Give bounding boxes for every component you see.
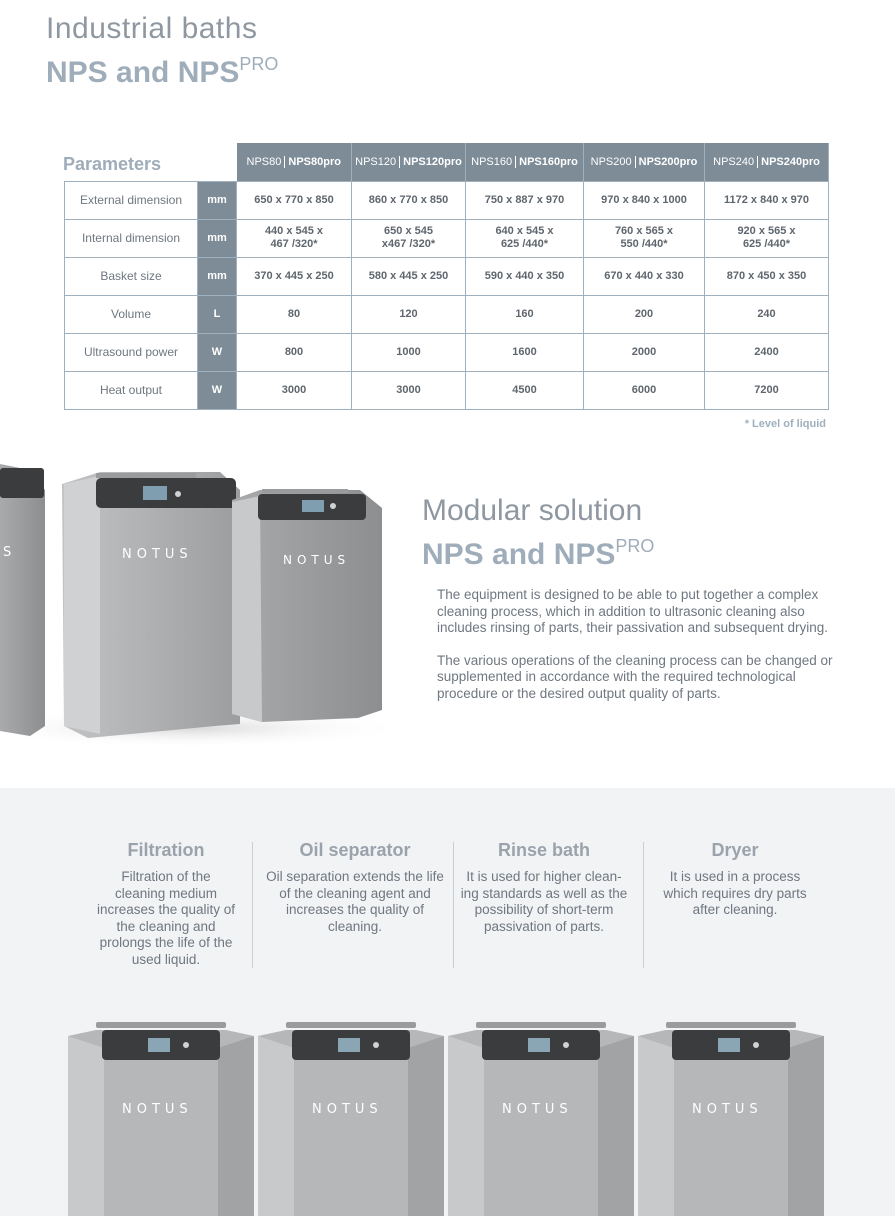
param-name: Ultrasound power <box>65 333 198 371</box>
param-unit: mm <box>198 257 237 295</box>
machine-brand: S <box>3 545 17 560</box>
modular-title <box>422 494 654 573</box>
param-value: 920 x 565 x 625 /440* <box>705 219 829 257</box>
param-value: 1000 <box>352 333 466 371</box>
modular-paragraph: The equipment is designed to be able to put together a complex cleaning process, which in addition to ultrasonic cleaning also includes rinsing of parts, their passivation and subsequent drying. <box>437 587 828 635</box>
machine-brand: NOTUS <box>122 547 193 562</box>
param-value: 2000 <box>584 333 705 371</box>
param-value: 800 <box>237 333 352 371</box>
param-value: 1600 <box>466 333 584 371</box>
page-title <box>46 12 278 91</box>
param-unit: mm <box>198 219 237 257</box>
machine-filtration <box>66 1018 256 1216</box>
model-header: NPS200 NPS200pro <box>584 143 705 181</box>
param-name: External dimension <box>65 181 198 219</box>
divider <box>453 842 454 968</box>
param-value: 4500 <box>466 371 584 409</box>
param-value: 1172 x 840 x 970 <box>705 181 829 219</box>
param-value: 370 x 445 x 250 <box>237 257 352 295</box>
modular-description <box>437 587 837 718</box>
param-unit: W <box>198 371 237 409</box>
param-value: 580 x 445 x 250 <box>352 257 466 295</box>
model-header: NPS80 NPS80pro <box>237 143 352 181</box>
modular-title-line-2: NPS and $NPS^{PRO}$ <box>422 536 655 571</box>
module-text: It is used in a process which requires dry parts after cleaning. <box>663 869 807 917</box>
machine-brand: NOTUS <box>312 1102 383 1117</box>
parameters-heading: Parameters <box>63 154 162 174</box>
param-name: Volume <box>65 295 198 333</box>
param-value: 860 x 770 x 850 <box>352 181 466 219</box>
module-text: Oil separation extends the life of the cleaning agent and increases the quality of cleaning. <box>266 869 444 934</box>
title-line-1: Industrial baths <box>46 12 258 45</box>
machine-brand: NOTUS <box>122 1102 193 1117</box>
module-title: Dryer <box>711 840 759 860</box>
module-title: Rinse bath <box>497 840 590 860</box>
param-name: Basket size <box>65 257 198 295</box>
title-line-2: NPS and $NPS^{PRO}$ <box>46 54 279 89</box>
machines-illustration <box>0 456 400 756</box>
model-header: NPS160 NPS160pro <box>466 143 584 181</box>
param-value: 120 <box>352 295 466 333</box>
table-row <box>65 219 829 257</box>
param-value: 200 <box>584 295 705 333</box>
param-value: 590 x 440 x 350 <box>466 257 584 295</box>
param-value: 3000 <box>237 371 352 409</box>
divider <box>252 842 253 968</box>
param-value: 3000 <box>352 371 466 409</box>
param-value: 440 x 545 x 467 /320* <box>237 219 352 257</box>
param-value: 760 x 565 x 550 /440* <box>584 219 705 257</box>
modular-paragraph: The various operations of the cleaning process can be changed or supplemented in accordance with the required technological procedure or the desired output quality of parts. <box>437 652 833 701</box>
table-row <box>65 257 829 295</box>
param-value: 80 <box>237 295 352 333</box>
param-value: 240 <box>705 295 829 333</box>
param-unit: L <box>198 295 237 333</box>
machine-brand: NOTUS <box>283 553 351 567</box>
model-header: NPS120 NPS120pro <box>352 143 466 181</box>
machine-brand: NOTUS <box>502 1102 573 1117</box>
table-row <box>65 295 829 333</box>
param-unit: W <box>198 333 237 371</box>
module-dryer <box>652 840 818 919</box>
machine-dryer <box>636 1018 826 1216</box>
param-value: 2400 <box>705 333 829 371</box>
param-value: 6000 <box>584 371 705 409</box>
param-value: 7200 <box>705 371 829 409</box>
module-oil-separator <box>266 840 444 935</box>
divider <box>643 842 644 968</box>
param-value: 650 x 770 x 850 <box>237 181 352 219</box>
table-row <box>65 371 829 409</box>
table-row <box>65 333 829 371</box>
machine-oil-separator <box>256 1018 446 1216</box>
param-value: 640 x 545 x 625 /440* <box>466 219 584 257</box>
module-title: Filtration <box>127 840 205 860</box>
machine-brand: NOTUS <box>692 1102 763 1117</box>
param-value: 750 x 887 x 970 <box>466 181 584 219</box>
parameters-table <box>64 143 829 410</box>
param-value: 650 x 545 x467 /320* <box>352 219 466 257</box>
table-row <box>65 181 829 219</box>
module-filtration <box>96 840 236 968</box>
param-value: 670 x 440 x 330 <box>584 257 705 295</box>
param-value: 870 x 450 x 350 <box>705 257 829 295</box>
param-value: 160 <box>466 295 584 333</box>
module-rinse-bath <box>458 840 630 935</box>
module-text: It is used for higher clean-ing standards as well as the possibility of short-term passivation of parts. <box>460 869 628 934</box>
module-text: Filtration of the cleaning medium increases the quality of the cleaning and prolongs the life of the used liquid. <box>96 869 236 967</box>
param-name: Internal dimension <box>65 219 198 257</box>
param-value: 970 x 840 x 1000 <box>584 181 705 219</box>
module-title: Oil separator <box>299 840 411 860</box>
param-unit: mm <box>198 181 237 219</box>
footnote: * Level of liquid <box>744 418 826 430</box>
modular-title-line-1: Modular solution <box>422 494 643 527</box>
param-name: Heat output <box>65 371 198 409</box>
machine-rinse-bath <box>446 1018 636 1216</box>
model-header: NPS240 NPS240pro <box>705 143 829 181</box>
